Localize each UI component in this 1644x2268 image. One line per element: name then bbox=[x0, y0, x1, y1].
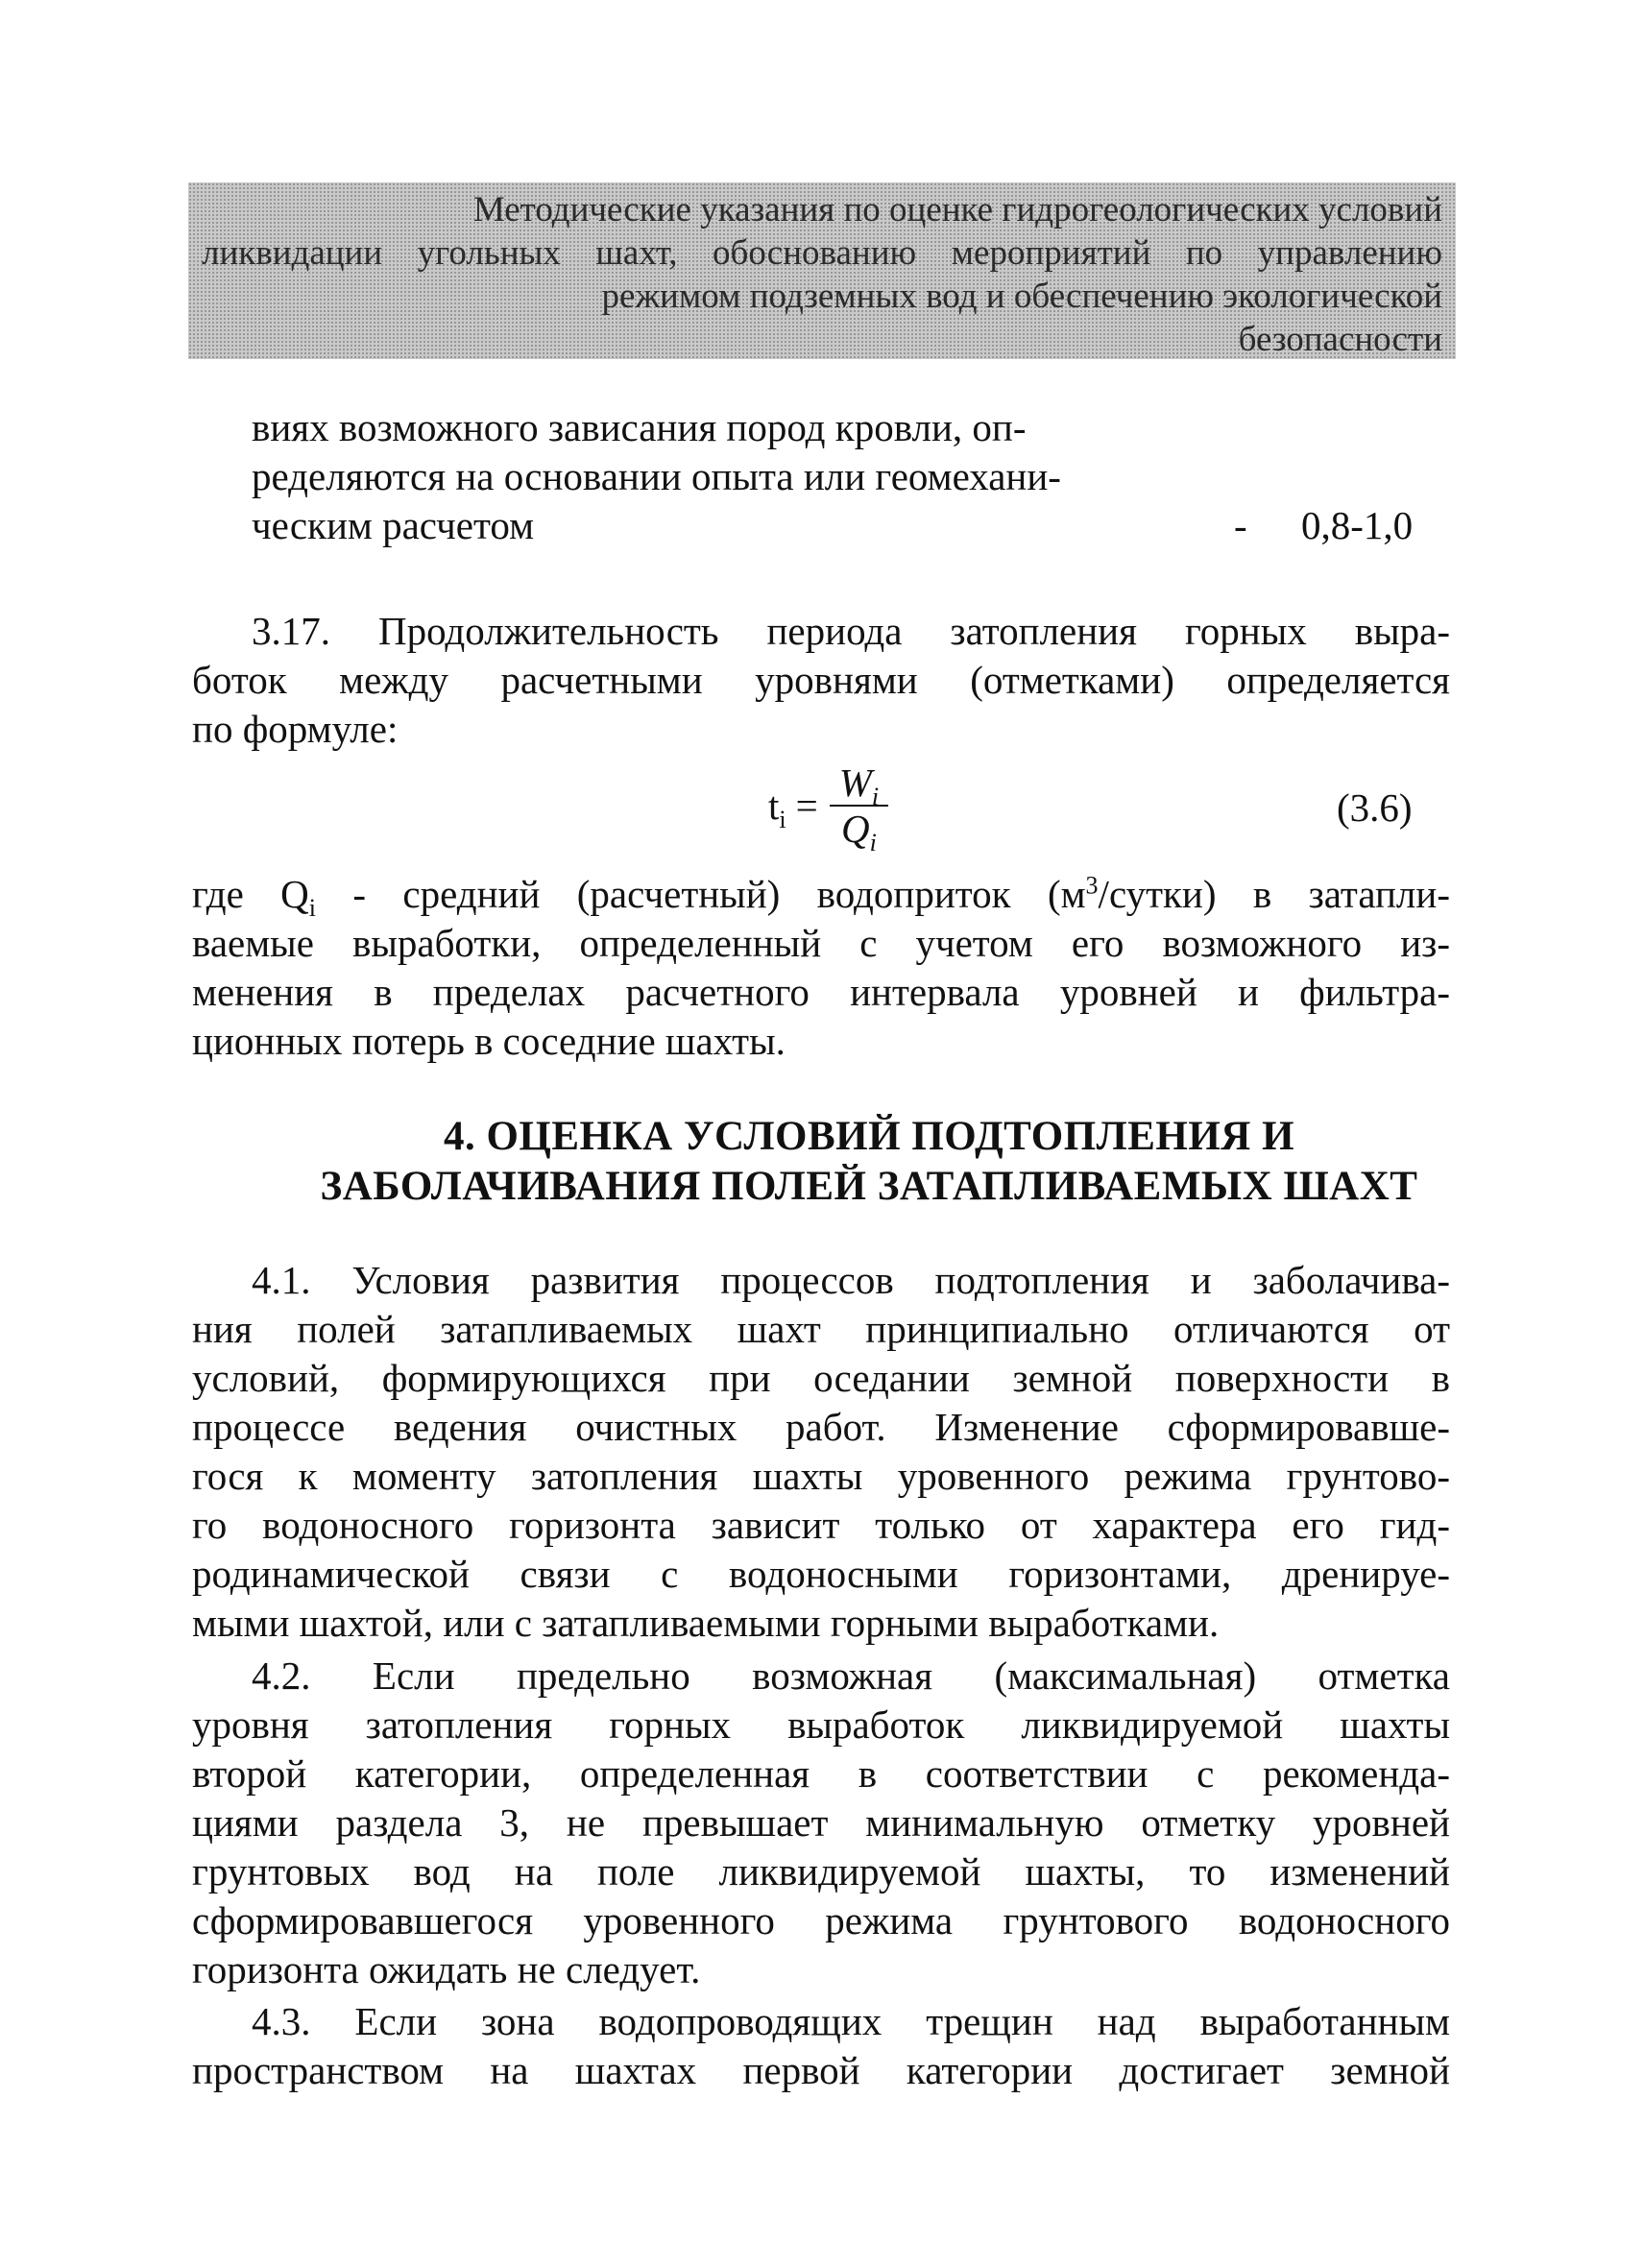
equation-number: (3.6) bbox=[1337, 785, 1413, 830]
value-dash: - bbox=[1234, 503, 1247, 547]
text-line: 4.1. Условия развития процессов подтопления и заболачива- bbox=[252, 1258, 1450, 1302]
text-line: гося к моменту затопления шахты уровенного режима грунтово- bbox=[192, 1454, 1450, 1498]
text-line: уровня затопления горных выработок ликвидируемой шахты bbox=[192, 1702, 1450, 1747]
text-line: ционных потерь в соседние шахты. bbox=[192, 1019, 786, 1063]
formula-fraction bbox=[830, 760, 888, 857]
heading-line: ЗАБОЛАЧИВАНИЯ ПОЛЕЙ ЗАТАПЛИВАЕМЫХ ШАХТ bbox=[320, 1164, 1418, 1209]
section-4-heading bbox=[288, 1112, 1450, 1212]
text-line: менения в пределах расчетного интервала уровней и фильтра- bbox=[192, 970, 1450, 1014]
header-line: Методические указания по оценке гидрогеологических условий bbox=[472, 190, 1442, 229]
paragraph-4-1 bbox=[192, 1256, 1450, 1648]
text-line: ваемые выработки, определенный с учетом его возможного из- bbox=[192, 921, 1450, 965]
text-line: родинамической связи с водоносными горизонтами, дренируе- bbox=[192, 1552, 1450, 1596]
text-line: ределяются на основании опыта или геомехани- bbox=[252, 454, 1061, 498]
text-line: ния полей затапливаемых шахт принципиально отличаются от bbox=[192, 1307, 1450, 1351]
text-line: 4.2. Если предельно возможная (максимальная) отметка bbox=[252, 1653, 1450, 1698]
coefficient-value: 0,8-1,0 bbox=[1301, 503, 1414, 547]
paragraph-3-17 bbox=[192, 607, 1450, 754]
text-line: циями раздела 3, не превышает минимальную отметку уровней bbox=[192, 1800, 1450, 1845]
text-line: процессе ведения очистных работ. Изменение сформировавше- bbox=[192, 1405, 1450, 1449]
text-line: второй категории, определенная в соответствии с рекоменда- bbox=[192, 1751, 1450, 1796]
paragraph-4-2 bbox=[192, 1652, 1450, 1994]
text-line: грунтовых вод на поле ликвидируемой шахты, то изменений bbox=[192, 1849, 1450, 1894]
text-line: мыми шахтой, или с затапливаемыми горными выработками. bbox=[192, 1601, 1220, 1645]
formula-numerator: $W_i$ bbox=[838, 760, 880, 811]
formula-lhs: $t_i$ bbox=[768, 783, 786, 833]
text-line: по формуле: bbox=[192, 707, 399, 751]
text-line: 3.17. Продолжительность периода затопления горных выра- bbox=[252, 609, 1450, 653]
formula-equals: = bbox=[795, 783, 818, 828]
paragraph-4-3 bbox=[192, 1997, 1450, 2095]
where-paragraph bbox=[192, 870, 1450, 1066]
header-line: безопасности bbox=[1238, 320, 1442, 359]
text-line: горизонта ожидать не следует. bbox=[192, 1947, 701, 1991]
text-line: виях возможного зависания пород кровли, оп- bbox=[252, 405, 1027, 449]
text-line: боток между расчетными уровнями (отметками) определяется bbox=[192, 658, 1450, 702]
text-line: 4.3. Если зона водопроводящих трещин над выработанным bbox=[252, 1999, 1450, 2043]
text-line: ческим расчетом bbox=[252, 503, 535, 547]
formula-3-6 bbox=[768, 760, 888, 857]
text-line: где $Q_i$ - средний (расчетный) водоприток $(м^3/сутки)$ в затапли- bbox=[192, 871, 1450, 923]
heading-line: 4. ОЦЕНКА УСЛОВИЙ ПОДТОПЛЕНИЯ И bbox=[443, 1114, 1295, 1159]
formula-denominator: $Q_i$ bbox=[841, 807, 877, 857]
header-line: режимом подземных вод и обеспечению экологической bbox=[601, 277, 1442, 316]
text-line: сформировавшегося уровенного режима грунтового водоносного bbox=[192, 1898, 1450, 1942]
header-line: ликвидации угольных шахт, обоснованию мероприятий по управлению bbox=[202, 233, 1442, 273]
text-line: условий, формирующихся при оседании земной поверхности в bbox=[192, 1356, 1450, 1400]
continuation-text bbox=[252, 403, 1212, 550]
text-line: го водоносного горизонта зависит только от характера его гид- bbox=[192, 1503, 1450, 1547]
running-header bbox=[188, 182, 1456, 359]
text-line: пространством на шахтах первой категории достигает земной bbox=[192, 2048, 1450, 2092]
